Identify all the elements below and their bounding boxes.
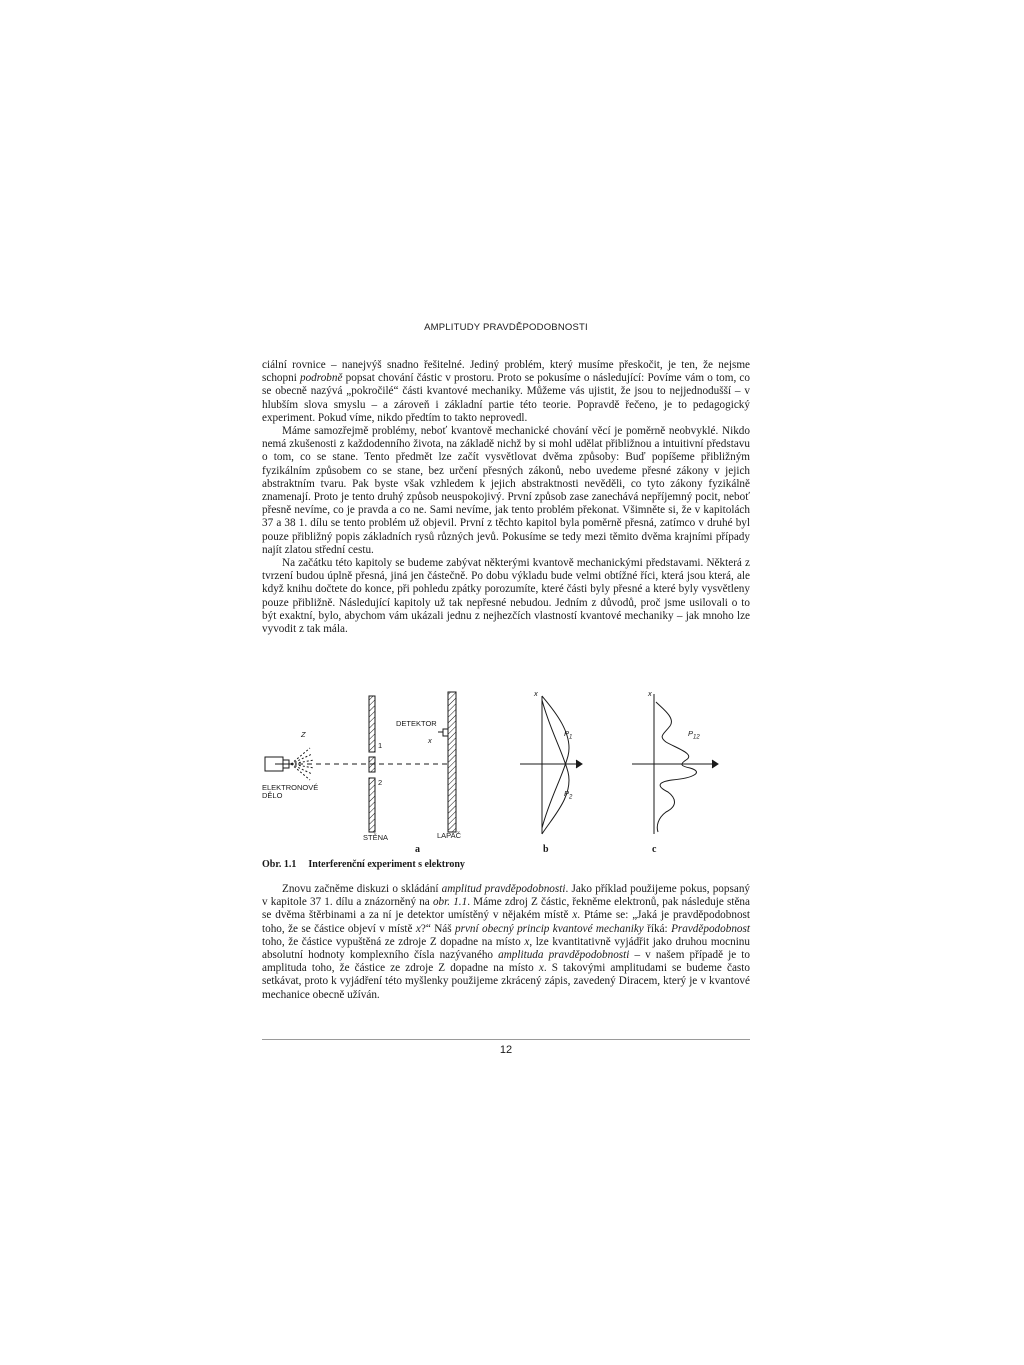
emphasis-text: podrobně — [299, 372, 343, 385]
panel-b-plot — [520, 696, 582, 834]
label-z: Z — [301, 730, 306, 739]
paragraph-text: Znovu začněme diskuzi o skládání — [282, 883, 442, 895]
caption-title: Interferenční experiment s elektrony — [308, 859, 465, 870]
paragraph-text: toho, že částice vypuštěná ze zdroje Z dopadne na místo — [262, 935, 525, 948]
label-x-panel-c: x — [648, 689, 652, 698]
label-x-detector: x — [428, 736, 432, 745]
emphasis-text: Pravděpodobnost — [671, 922, 750, 935]
label-slit-1: 1 — [378, 741, 383, 750]
emphasis-text: první obecný princip kvantové mechaniky — [455, 922, 644, 935]
top-paragraph — [262, 425, 750, 557]
figure-interference-experiment — [262, 688, 750, 858]
figure-drawing — [262, 688, 750, 858]
figure-caption — [262, 859, 465, 870]
page-number: 12 — [499, 1044, 513, 1056]
wall — [369, 696, 375, 832]
footer-rule — [262, 1039, 750, 1040]
emphasis-text: x — [524, 935, 530, 948]
label-p12: $P_{12}$ — [688, 729, 700, 741]
top-paragraph — [262, 557, 750, 636]
label-p1: $P_1$ — [564, 729, 573, 741]
caption-number: Obr. 1.1 — [262, 859, 297, 870]
label-x-panel-b: x — [534, 689, 538, 698]
paragraph-text: ciální rovnice – nanejvýš snadno řešitelné. Jediný problém, který musíme přeskočit, je ten, že nejsme schopni — [262, 359, 750, 385]
emphasis-text: x — [538, 962, 544, 975]
emphasis-text: obr. 1.1 — [432, 896, 468, 909]
paragraph-text: Na začátku této kapitoly se budeme zabývat některými kvantově mechanickými představami. Některá z tvrzení budou úplně přesná, jiná jen částečně. Po dobu výkladu bude velmi obtížné říci, která jsou která, ale když knihu dočtete do konce, při pohledu zpátky porozumíte, které části byly přesné a které byly vysvětleny pouze přibližně. Následující kapitoly už tak nepřesné nebudou. Jedním z důvodů, proč jsme usilovali o to být exaktní, bylo, abychom vám ukázali jednu z nejhezčích vlastností kvantové mechaniky – jak mnoho lze vyvodit z tak mála. — [262, 557, 750, 636]
emphasis-text: x — [415, 922, 421, 935]
top-paragraph — [262, 359, 750, 425]
paragraph-text: . Máme zdroj Z částic, řekněme elektronů, pak následuje stěna se dvěma štěrbinami a za ní je detektor umístěný v nějakém místě — [262, 896, 750, 922]
panel-c-plot — [632, 694, 718, 834]
label-detector: DETEKTOR — [396, 719, 437, 728]
label-wall: STĚNA — [363, 833, 389, 842]
emphasis-text: amplitud pravděpodobnosti — [441, 883, 566, 895]
paragraph-text: říká: — [643, 922, 672, 935]
label-electron-gun: ELEKTRONOVÉ DĚLO — [262, 783, 319, 800]
paragraph-text: . Jako příklad použijeme pokus, popsaný v kapitole 37 1. dílu a znázorněný na — [262, 883, 751, 909]
paragraph-text: . Ptáme se: „Jaká je pravděpodobnost toho, že se částice objeví v místě — [262, 909, 750, 935]
label-backstop: LAPAČ — [437, 831, 462, 840]
detector-icon — [438, 729, 448, 736]
paragraph-text: popsat chování částic v prostoru. Proto se pokusíme o následující: Povíme vám o tom, co se obecně nazývá „pokročilé“ části kvantové mechaniky. Můžeme vás ujistit, že jsou to nejjednodušší – v hlubším slova smyslu – a zároveň i základní partie této teorie. Popravdě řečeno, je to pedagogický experiment. Pokud víme, nikdo předtím to takto neprovedl. — [262, 372, 750, 424]
backstop — [448, 692, 456, 832]
paragraph-text: . S takovými amplitudami se budeme často setkávat, proto k vyjádření této myšlenky použijeme zkrácený zápis, zavedený Diracem, který je v kvantové mechanice obecně užíván. — [262, 962, 750, 1001]
panel-letter-c: c — [652, 844, 657, 855]
paragraph-text: – v našem případě je to amplituda toho, že částice ze zdroje Z dopadne na místo — [262, 949, 751, 975]
body-text-top — [262, 359, 750, 636]
electron-gun-icon — [265, 757, 289, 771]
body-text-bottom — [262, 883, 750, 1002]
label-slit-2: 2 — [378, 778, 383, 787]
bottom-paragraph — [262, 883, 750, 1002]
paragraph-text: ?“ Náš — [420, 922, 455, 935]
paragraph-text: Máme samozřejmě problémy, neboť kvantově mechanické chování věcí je poměrně neobvyklé. Nikdo nemá zkušenosti z každodenního života, na základě nichž by si mohl udělat přibližnou a intuitivní představu o tom, co se stane. Tento předmět lze začít vysvětlovat dvěma způsoby: Buď popíšeme přibližným fyzikálním způsobem co se stane, bez určení přesných zákonů, nebo uvedeme přesné zákony v jejich abstraktním tvaru. Pak byste však vzhledem k jejich abstraktnosti nevěděli, co tyto zákony fyzikálně znamenají. Proto je tento druhý způsob neuspokojivý. První způsob zase zanechává nepříjemný pocit, neboť přesně nevíme, co je pravda a co ne. Sami nevíme, jak tento problém překonat. Všimněte si, že v kapitolách 37 a 38 1. dílu se tento problém už objevil. První z těchto kapitol byla poměrně přesná, zatímco v druhé byl pouze přibližný popis základních rysů různých jevů. Pokusíme se tedy mezi těmito dvěma krajními případy najít zlatou střední cestu. — [262, 425, 750, 556]
panel-letter-b: b — [543, 844, 549, 855]
running-head: AMPLITUDY PRAVDĚPODOBNOSTI — [424, 322, 588, 333]
emphasis-text: x — [572, 909, 578, 922]
paragraph-text: , lze kvantitativně vyjádřit jako druhou mocninu absolutní hodnoty komplexního čísla nazývaného — [262, 935, 750, 962]
emphasis-text: amplituda pravděpodobnosti — [498, 949, 630, 962]
panel-letter-a: a — [415, 844, 420, 855]
label-p2: $P_2$ — [564, 789, 573, 801]
